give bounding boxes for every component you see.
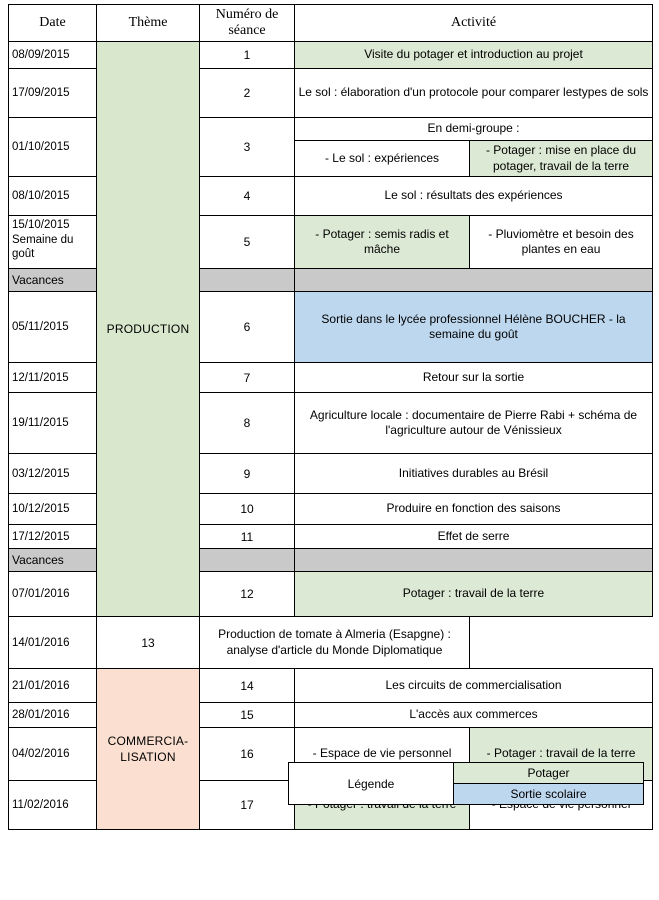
table-header <box>9 5 653 42</box>
cell-activity: Retour sur la sortie <box>295 363 653 393</box>
cell-activity: Initiatives durables au Brésil <box>295 454 653 494</box>
cell-theme-production: PRODUCTION <box>97 42 200 617</box>
cell-activity-note: En demi-groupe : <box>295 118 653 141</box>
cell-date: 28/01/2016 <box>9 703 97 728</box>
cell-date: 10/12/2015 <box>9 494 97 525</box>
legend <box>288 762 643 805</box>
cell-date: 04/02/2016 <box>9 728 97 781</box>
cell-vacances-label: Vacances <box>9 549 97 572</box>
table-body <box>9 42 653 830</box>
cell-activity-left: - Potager : semis radis et mâche <box>295 216 470 269</box>
header-numero-seance: Numéro de séance <box>200 5 295 42</box>
cell-date: 17/12/2015 <box>9 525 97 549</box>
cell-seance-number: 16 <box>200 728 295 781</box>
cell-seance-number: 4 <box>200 177 295 216</box>
cell-activity: Agriculture locale : documentaire de Pierre Rabi + schéma de l'agriculture autour de Vénissieux <box>295 393 653 454</box>
cell-activity-left: - Le sol : expériences <box>295 141 470 177</box>
table-row <box>9 42 653 69</box>
cell-vacances-label: Vacances <box>9 269 97 292</box>
cell-activity: Visite du potager et introduction au projet <box>295 42 653 69</box>
cell-seance-number: 11 <box>200 525 295 549</box>
header-date: Date <box>9 5 97 42</box>
cell-seance-number: 10 <box>200 494 295 525</box>
cell-date: 19/11/2015 <box>9 393 97 454</box>
cell-date: 01/10/2015 <box>9 118 97 177</box>
planning-sheet <box>8 4 652 830</box>
cell-date: 14/01/2016 <box>9 617 97 669</box>
cell-date: 21/01/2016 <box>9 669 97 703</box>
cell-date: 12/11/2015 <box>9 363 97 393</box>
cell-vacances-activity <box>295 269 653 292</box>
cell-seance-number: 3 <box>200 118 295 177</box>
cell-activity-right: - Pluviomètre et besoin des plantes en eau <box>470 216 653 269</box>
cell-activity: Production de tomate à Almeria (Esapgne) : analyse d'article du Monde Diplomatique <box>200 617 470 669</box>
legend-row-potager <box>289 763 644 784</box>
cell-seance-number: 6 <box>200 292 295 363</box>
legend-label: Légende <box>289 763 454 805</box>
cell-activity-right: - Potager : travail de la terre <box>470 728 653 781</box>
legend-item-potager: Potager <box>454 763 644 784</box>
cell-activity: Effet de serre <box>295 525 653 549</box>
cell-seance-number: 7 <box>200 363 295 393</box>
cell-date: 05/11/2015 <box>9 292 97 363</box>
header-activite: Activité <box>295 5 653 42</box>
header-row <box>9 5 653 42</box>
cell-activity: Les circuits de commercialisation <box>295 669 653 703</box>
legend-item-sortie-scolaire: Sortie scolaire <box>454 784 644 805</box>
cell-date: 11/02/2016 <box>9 781 97 830</box>
cell-activity: Produire en fonction des saisons <box>295 494 653 525</box>
legend-table <box>288 762 644 805</box>
cell-activity: Sortie dans le lycée professionnel Hélène BOUCHER - la semaine du goût <box>295 292 653 363</box>
cell-date: 08/10/2015 <box>9 177 97 216</box>
cell-date: 15/10/2015 Semaine du goût <box>9 216 97 269</box>
cell-seance-number: 14 <box>200 669 295 703</box>
cell-date: 07/01/2016 <box>9 572 97 617</box>
cell-date: 17/09/2015 <box>9 69 97 118</box>
cell-vacances-activity <box>295 549 653 572</box>
cell-theme-commercialisation: COMMERCIA-LISATION <box>97 669 200 830</box>
cell-activity: L'accès aux commerces <box>295 703 653 728</box>
cell-seance-number: 13 <box>97 617 200 669</box>
cell-seance-number: 9 <box>200 454 295 494</box>
cell-seance-number: 15 <box>200 703 295 728</box>
cell-vacances-num <box>200 549 295 572</box>
cell-activity: Le sol : élaboration d'un protocole pour comparer lestypes de sols <box>295 69 653 118</box>
cell-date: 03/12/2015 <box>9 454 97 494</box>
cell-seance-number: 2 <box>200 69 295 118</box>
cell-vacances-num <box>200 269 295 292</box>
cell-seance-number: 5 <box>200 216 295 269</box>
table-row <box>9 669 653 703</box>
cell-seance-number: 1 <box>200 42 295 69</box>
cell-activity-left: - Espace de vie personnel <box>295 728 470 781</box>
cell-activity: Le sol : résultats des expériences <box>295 177 653 216</box>
cell-seance-number: 8 <box>200 393 295 454</box>
cell-seance-number: 17 <box>200 781 295 830</box>
table-row <box>9 617 653 669</box>
cell-date: 08/09/2015 <box>9 42 97 69</box>
cell-activity: Potager : travail de la terre <box>295 572 653 617</box>
cell-activity-right: - Potager : mise en place du potager, travail de la terre <box>470 141 653 177</box>
planning-table <box>8 4 653 830</box>
header-theme: Thème <box>97 5 200 42</box>
cell-seance-number: 12 <box>200 572 295 617</box>
